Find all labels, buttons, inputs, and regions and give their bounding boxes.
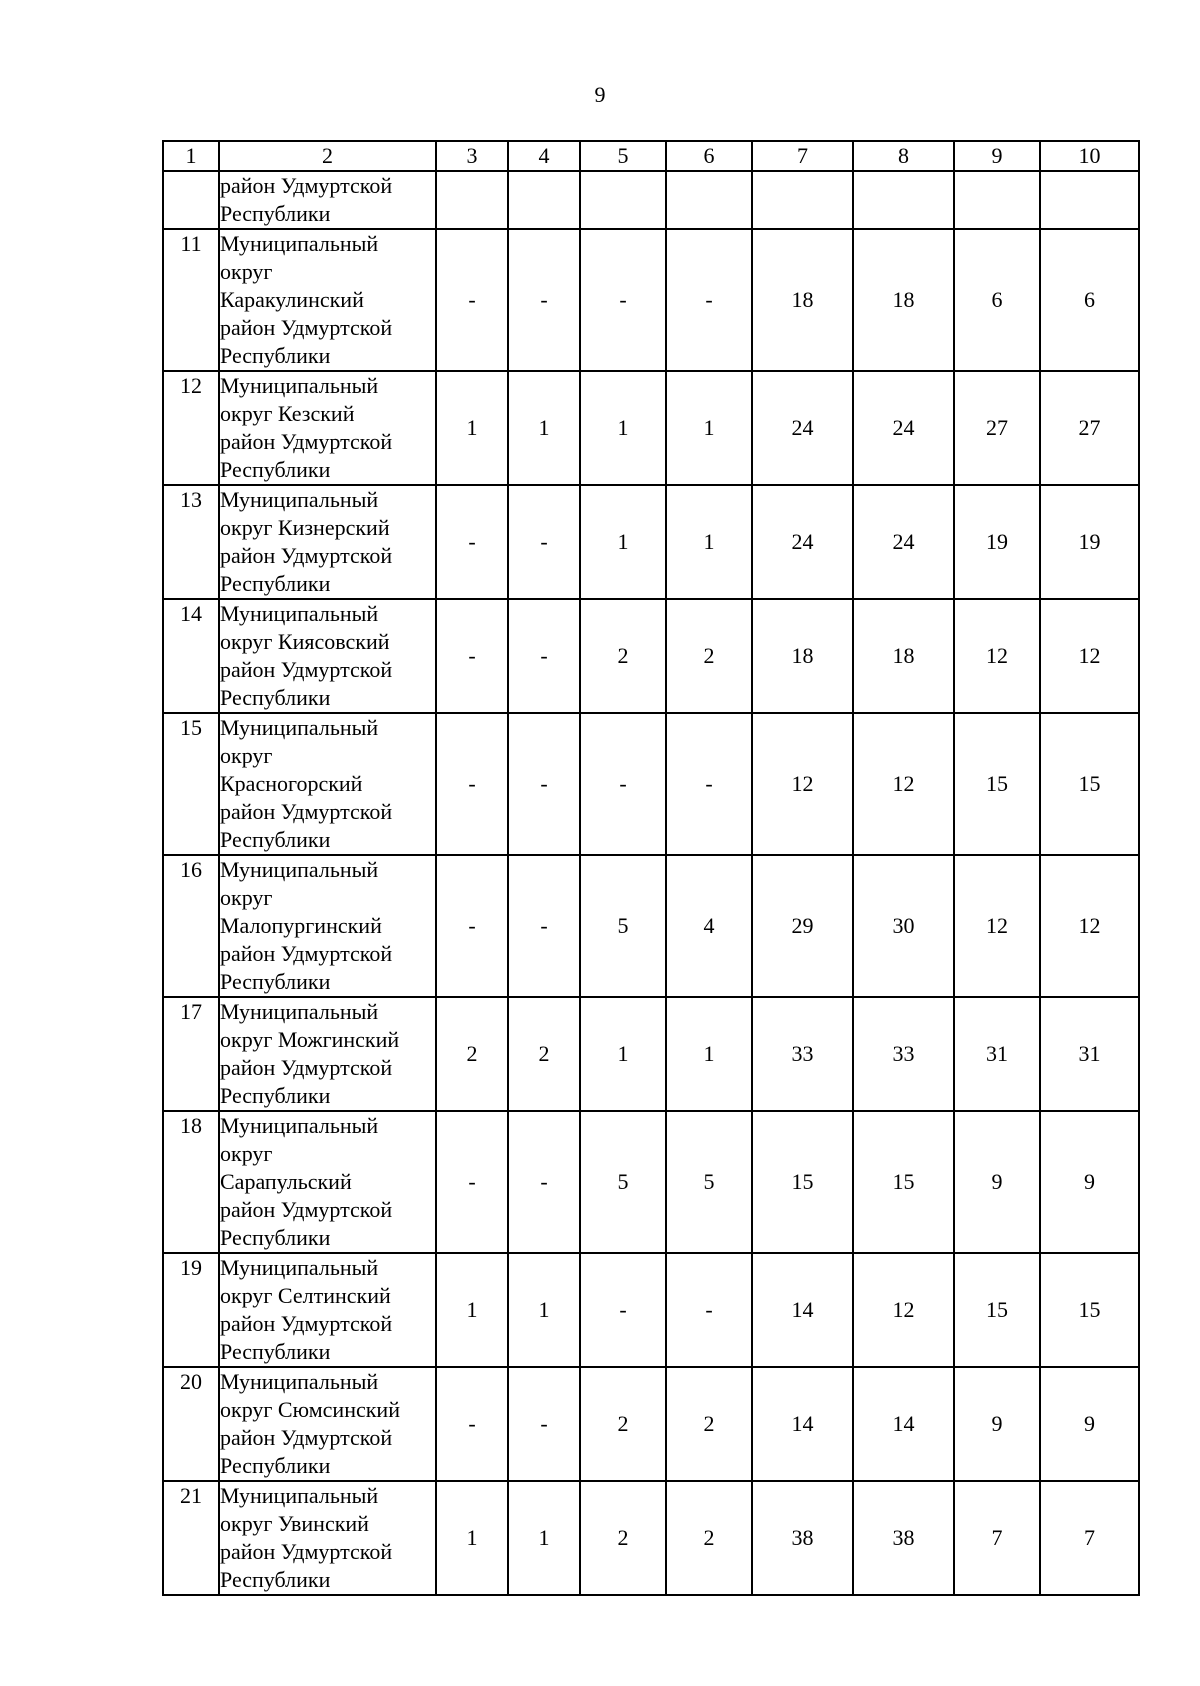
value-cell: 24 bbox=[752, 485, 853, 599]
row-number-cell: 12 bbox=[163, 371, 219, 485]
municipality-name-cell: Муниципальный округ Красногорский район Удмуртской Республики bbox=[219, 713, 436, 855]
value-cell: 15 bbox=[853, 1111, 954, 1253]
value-cell: - bbox=[436, 1367, 508, 1481]
value-cell: - bbox=[666, 713, 752, 855]
row-number-cell: 16 bbox=[163, 855, 219, 997]
value-cell: 1 bbox=[436, 371, 508, 485]
column-header: 4 bbox=[508, 141, 580, 171]
value-cell: 5 bbox=[580, 855, 666, 997]
value-cell: 18 bbox=[752, 229, 853, 371]
data-table bbox=[162, 140, 1140, 1596]
value-cell: 1 bbox=[508, 1481, 580, 1595]
value-cell: 24 bbox=[853, 371, 954, 485]
value-cell: - bbox=[436, 855, 508, 997]
value-cell: 33 bbox=[853, 997, 954, 1111]
value-cell: - bbox=[436, 599, 508, 713]
value-cell: - bbox=[666, 229, 752, 371]
column-header: 2 bbox=[219, 141, 436, 171]
value-cell: 9 bbox=[954, 1111, 1040, 1253]
table-row bbox=[163, 599, 1139, 713]
value-cell: 15 bbox=[954, 1253, 1040, 1367]
value-cell: 9 bbox=[1040, 1367, 1139, 1481]
value-cell bbox=[580, 171, 666, 229]
column-header: 9 bbox=[954, 141, 1040, 171]
table-row bbox=[163, 1367, 1139, 1481]
value-cell: 27 bbox=[1040, 371, 1139, 485]
value-cell: 15 bbox=[752, 1111, 853, 1253]
value-cell: - bbox=[508, 713, 580, 855]
table-row bbox=[163, 1481, 1139, 1595]
value-cell: 1 bbox=[436, 1253, 508, 1367]
municipality-name-cell: Муниципальный округ Можгинский район Удмуртской Республики bbox=[219, 997, 436, 1111]
value-cell bbox=[853, 171, 954, 229]
row-number-cell: 17 bbox=[163, 997, 219, 1111]
value-cell: 12 bbox=[1040, 855, 1139, 997]
value-cell: 29 bbox=[752, 855, 853, 997]
column-header: 8 bbox=[853, 141, 954, 171]
value-cell: 31 bbox=[954, 997, 1040, 1111]
value-cell: 2 bbox=[580, 1481, 666, 1595]
value-cell: 12 bbox=[954, 855, 1040, 997]
value-cell: 2 bbox=[508, 997, 580, 1111]
value-cell: 1 bbox=[580, 371, 666, 485]
value-cell: - bbox=[508, 599, 580, 713]
municipality-name-cell: Муниципальный округ Киясовский район Удмуртской Республики bbox=[219, 599, 436, 713]
value-cell: 31 bbox=[1040, 997, 1139, 1111]
row-number-cell bbox=[163, 171, 219, 229]
table-row bbox=[163, 1111, 1139, 1253]
row-number-cell: 18 bbox=[163, 1111, 219, 1253]
value-cell: 12 bbox=[1040, 599, 1139, 713]
table-row bbox=[163, 371, 1139, 485]
value-cell: 6 bbox=[954, 229, 1040, 371]
value-cell: - bbox=[436, 713, 508, 855]
value-cell: - bbox=[508, 855, 580, 997]
value-cell: 18 bbox=[853, 229, 954, 371]
value-cell: 15 bbox=[1040, 713, 1139, 855]
value-cell: 1 bbox=[508, 1253, 580, 1367]
table-row bbox=[163, 229, 1139, 371]
value-cell: 33 bbox=[752, 997, 853, 1111]
value-cell: 2 bbox=[666, 1367, 752, 1481]
value-cell: 1 bbox=[666, 997, 752, 1111]
row-number-cell: 21 bbox=[163, 1481, 219, 1595]
value-cell: 9 bbox=[1040, 1111, 1139, 1253]
value-cell: 12 bbox=[954, 599, 1040, 713]
value-cell bbox=[436, 171, 508, 229]
value-cell: 19 bbox=[954, 485, 1040, 599]
value-cell: 19 bbox=[1040, 485, 1139, 599]
value-cell: 38 bbox=[853, 1481, 954, 1595]
row-number-cell: 14 bbox=[163, 599, 219, 713]
row-number-cell: 20 bbox=[163, 1367, 219, 1481]
value-cell: - bbox=[508, 1111, 580, 1253]
value-cell: 12 bbox=[752, 713, 853, 855]
value-cell: - bbox=[436, 229, 508, 371]
value-cell: 12 bbox=[853, 1253, 954, 1367]
value-cell bbox=[1040, 171, 1139, 229]
header-row bbox=[163, 141, 1139, 171]
value-cell bbox=[752, 171, 853, 229]
value-cell bbox=[666, 171, 752, 229]
value-cell: 2 bbox=[580, 599, 666, 713]
value-cell: 2 bbox=[436, 997, 508, 1111]
page-number: 9 bbox=[594, 82, 606, 107]
value-cell: 14 bbox=[752, 1253, 853, 1367]
value-cell: 2 bbox=[580, 1367, 666, 1481]
value-cell: 24 bbox=[752, 371, 853, 485]
value-cell: 12 bbox=[853, 713, 954, 855]
value-cell: 1 bbox=[436, 1481, 508, 1595]
value-cell: 5 bbox=[666, 1111, 752, 1253]
municipality-name-cell: Муниципальный округ Малопургинский район Удмуртской Республики bbox=[219, 855, 436, 997]
row-number-cell: 19 bbox=[163, 1253, 219, 1367]
value-cell: - bbox=[508, 229, 580, 371]
municipality-name-cell: район Удмуртской Республики bbox=[219, 171, 436, 229]
row-number-cell: 11 bbox=[163, 229, 219, 371]
table-row bbox=[163, 855, 1139, 997]
value-cell bbox=[508, 171, 580, 229]
column-header: 7 bbox=[752, 141, 853, 171]
value-cell: 14 bbox=[752, 1367, 853, 1481]
column-header: 5 bbox=[580, 141, 666, 171]
row-number-cell: 15 bbox=[163, 713, 219, 855]
value-cell: - bbox=[508, 1367, 580, 1481]
municipality-name-cell: Муниципальный округ Сюмсинский район Удмуртской Республики bbox=[219, 1367, 436, 1481]
value-cell: 7 bbox=[954, 1481, 1040, 1595]
value-cell: - bbox=[580, 713, 666, 855]
value-cell: - bbox=[666, 1253, 752, 1367]
municipality-name-cell: Муниципальный округ Каракулинский район Удмуртской Республики bbox=[219, 229, 436, 371]
value-cell: 1 bbox=[508, 371, 580, 485]
municipality-name-cell: Муниципальный округ Увинский район Удмуртской Республики bbox=[219, 1481, 436, 1595]
value-cell: 30 bbox=[853, 855, 954, 997]
table-row bbox=[163, 997, 1139, 1111]
value-cell: 15 bbox=[1040, 1253, 1139, 1367]
municipality-name-cell: Муниципальный округ Сарапульский район Удмуртской Республики bbox=[219, 1111, 436, 1253]
value-cell: 1 bbox=[666, 485, 752, 599]
value-cell: 6 bbox=[1040, 229, 1139, 371]
municipality-name-cell: Муниципальный округ Кезский район Удмуртской Республики bbox=[219, 371, 436, 485]
table-row bbox=[163, 713, 1139, 855]
value-cell: 7 bbox=[1040, 1481, 1139, 1595]
value-cell: - bbox=[436, 1111, 508, 1253]
table-row bbox=[163, 1253, 1139, 1367]
column-header: 6 bbox=[666, 141, 752, 171]
value-cell: 14 bbox=[853, 1367, 954, 1481]
value-cell: 1 bbox=[580, 485, 666, 599]
value-cell: 38 bbox=[752, 1481, 853, 1595]
value-cell: 2 bbox=[666, 599, 752, 713]
value-cell: 9 bbox=[954, 1367, 1040, 1481]
table-row bbox=[163, 485, 1139, 599]
value-cell: 4 bbox=[666, 855, 752, 997]
value-cell: 18 bbox=[853, 599, 954, 713]
value-cell: 15 bbox=[954, 713, 1040, 855]
column-header: 10 bbox=[1040, 141, 1139, 171]
column-header: 3 bbox=[436, 141, 508, 171]
value-cell: 5 bbox=[580, 1111, 666, 1253]
value-cell: - bbox=[508, 485, 580, 599]
value-cell: 1 bbox=[666, 371, 752, 485]
column-header: 1 bbox=[163, 141, 219, 171]
value-cell: 18 bbox=[752, 599, 853, 713]
municipality-name-cell: Муниципальный округ Селтинский район Удмуртской Республики bbox=[219, 1253, 436, 1367]
value-cell: 27 bbox=[954, 371, 1040, 485]
value-cell: - bbox=[436, 485, 508, 599]
value-cell: 24 bbox=[853, 485, 954, 599]
municipality-name-cell: Муниципальный округ Кизнерский район Удмуртской Республики bbox=[219, 485, 436, 599]
value-cell bbox=[954, 171, 1040, 229]
value-cell: - bbox=[580, 1253, 666, 1367]
row-number-cell: 13 bbox=[163, 485, 219, 599]
value-cell: - bbox=[580, 229, 666, 371]
value-cell: 2 bbox=[666, 1481, 752, 1595]
value-cell: 1 bbox=[580, 997, 666, 1111]
continuation-row bbox=[163, 171, 1139, 229]
